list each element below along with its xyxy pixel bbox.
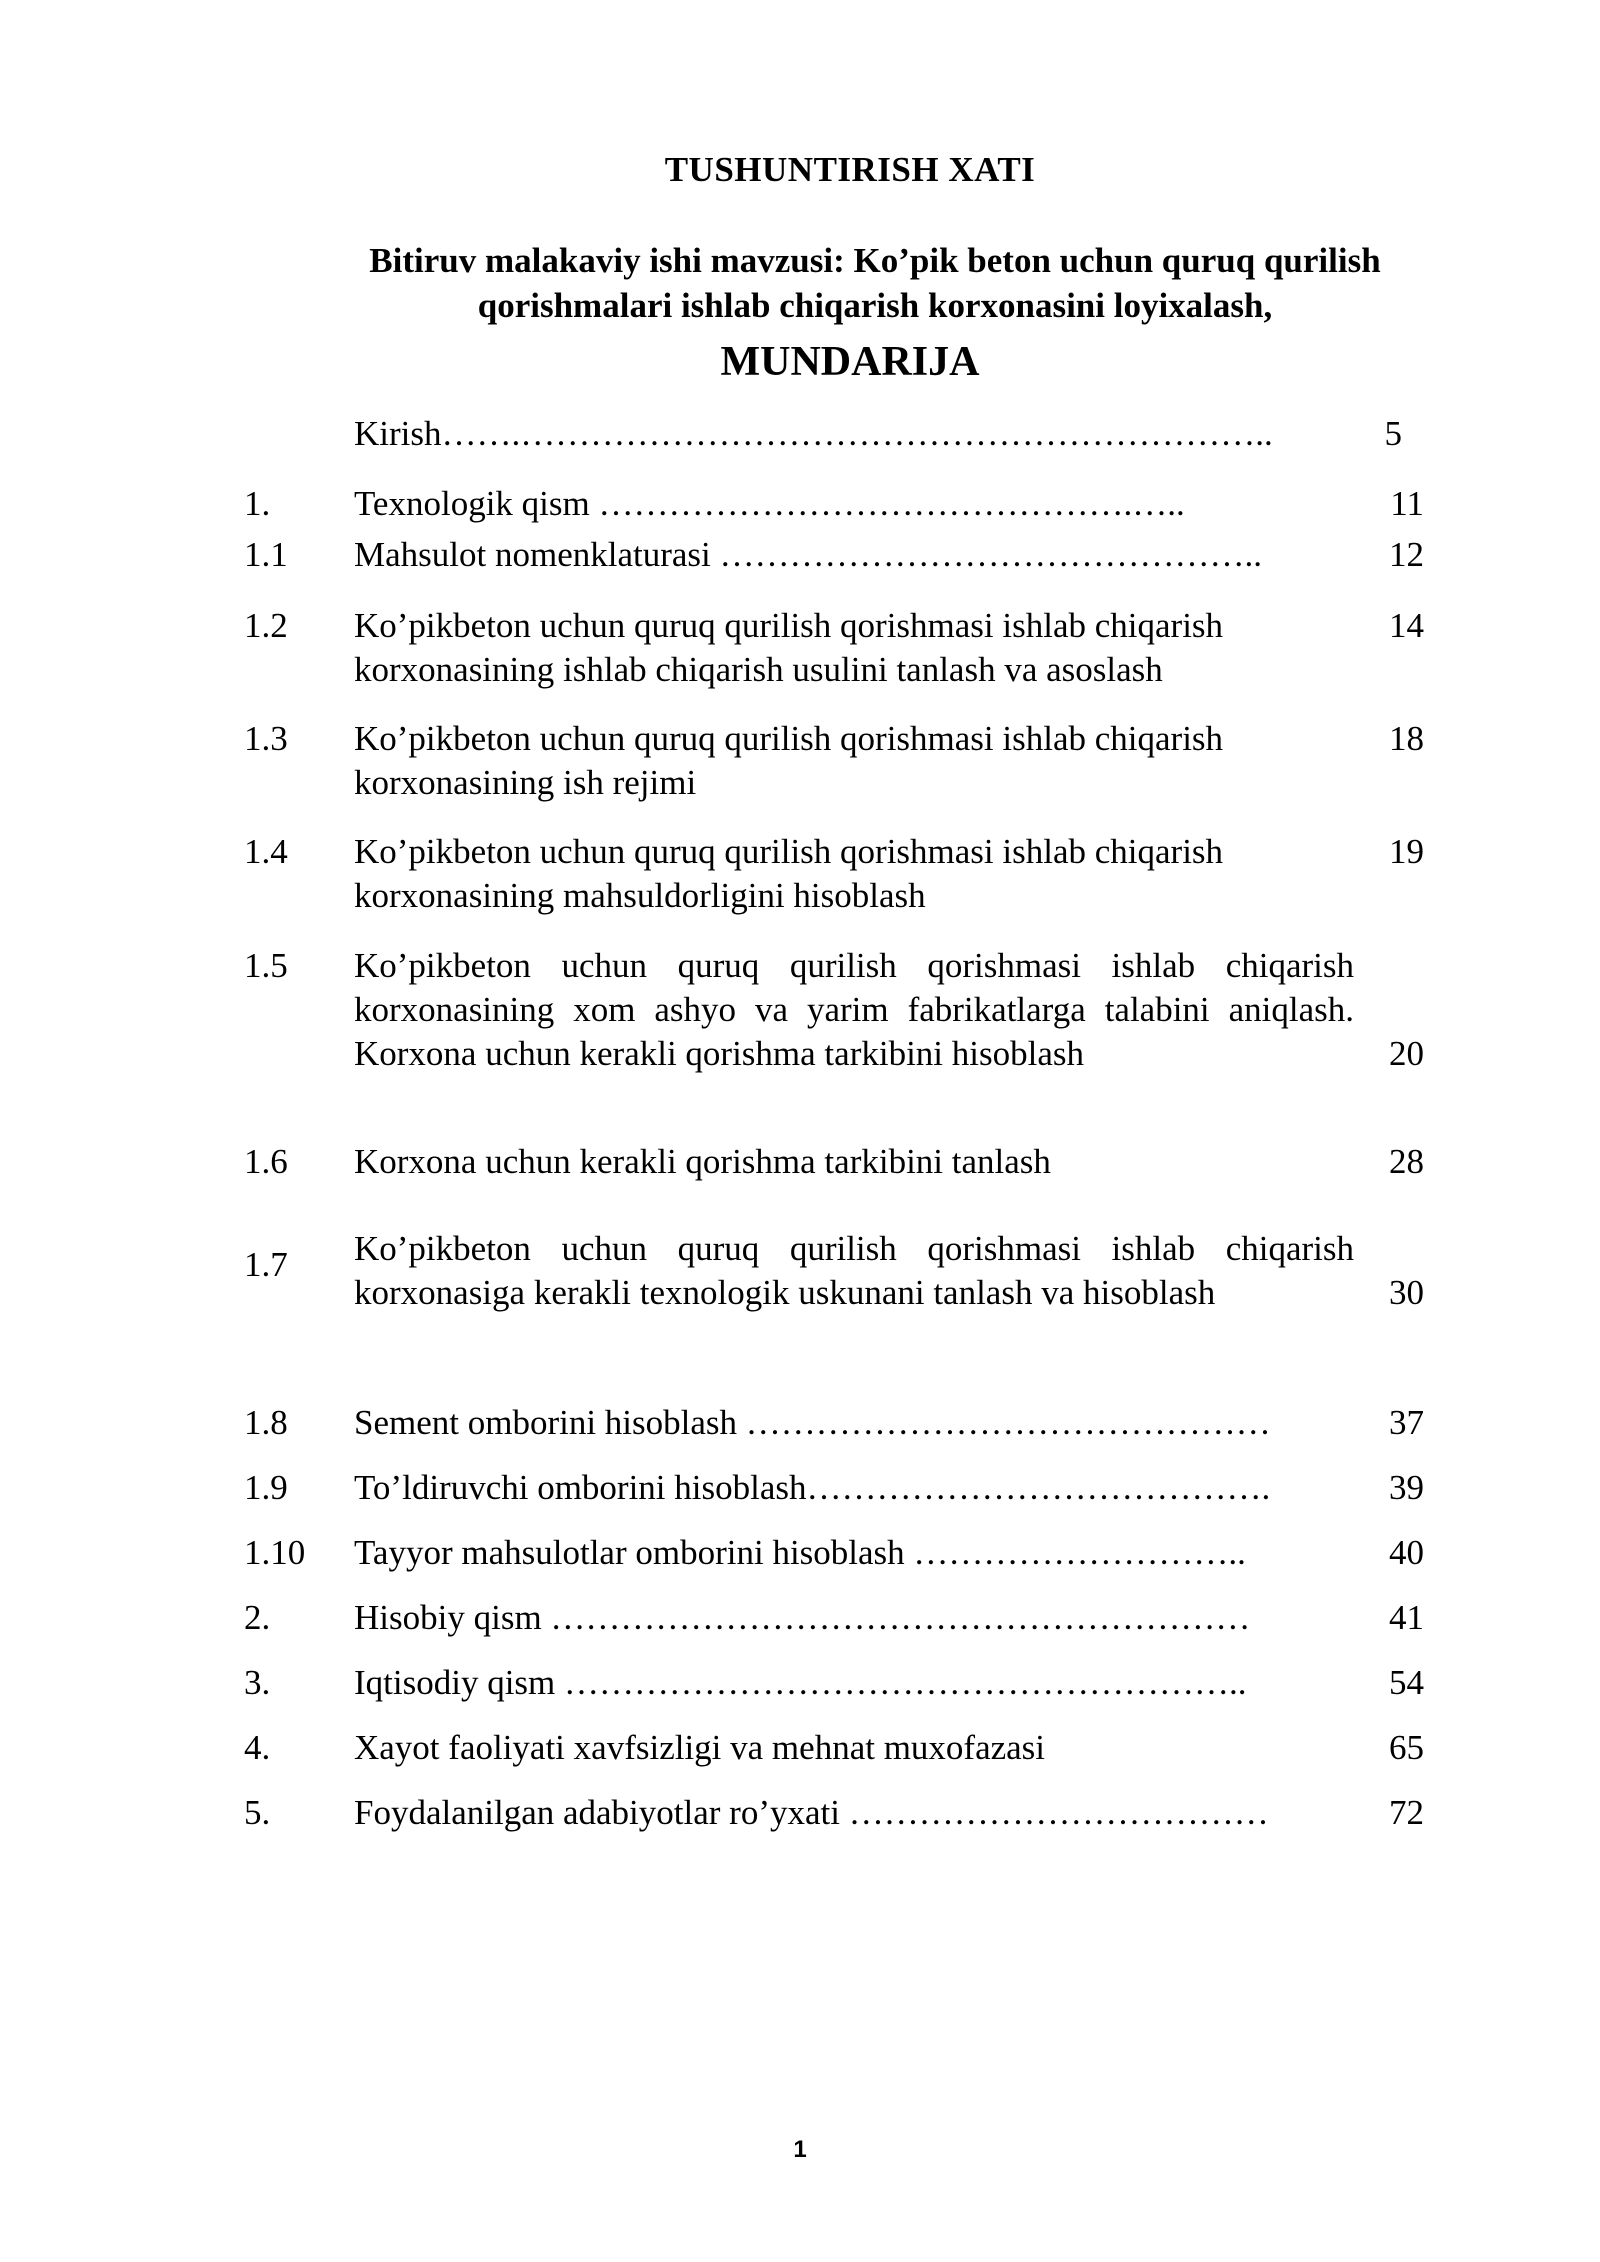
toc-number: 1.6 (244, 1142, 288, 1181)
toc-entry-title: To’ldiruvchi omborini hisoblash…………………………………. (354, 1468, 1271, 1507)
thesis-subject-line-1: Bitiruv malakaviy ishi mavzusi: Ko’pik beton uchun quruq qurilish (369, 241, 1381, 280)
toc-page-number: 28 (1389, 1142, 1424, 1181)
toc-page-number: 41 (1389, 1598, 1424, 1637)
toc-number: 1.7 (244, 1245, 288, 1284)
thesis-subject-line-2: qorishmalari ishlab chiqarish korxonasini loyixalash, (477, 286, 1273, 325)
document-title: TUSHUNTIRISH XATI (664, 150, 1036, 189)
toc-page-number: 11 (1390, 484, 1424, 523)
thesis-subject (250, 238, 1500, 328)
toc-entry-title: Ko’pikbeton uchun quruq qurilish qorishmasi ishlab chiqarish korxonasiga kerakli texnologik uskunani tanlash va hisoblash (354, 1229, 1354, 1312)
toc-number: 1.3 (244, 719, 288, 758)
toc-entry-title: Kirish…….……………………………………………………….. (354, 414, 1273, 453)
toc-number: 1.2 (244, 606, 288, 645)
toc-entry-title: Ko’pikbeton uchun quruq qurilish qorishmasi ishlab chiqarish korxonasining ish rejimi (354, 719, 1224, 802)
toc-page-number: 54 (1389, 1663, 1424, 1702)
toc-entry-title: Texnologik qism ……………………………………….….. (354, 484, 1185, 523)
toc-page-number: 12 (1389, 535, 1424, 574)
toc-entry-title: Ko’pikbeton uchun quruq qurilish qorishmasi ishlab chiqarish korxonasining ishlab chiqarish usulini tanlash va asoslash (354, 606, 1224, 689)
toc-number: 1. (244, 484, 271, 523)
toc-heading: MUNDARIJA (720, 339, 980, 385)
toc-entry-title: Iqtisodiy qism ………………………………………………….. (354, 1663, 1247, 1702)
toc-page-number: 40 (1389, 1533, 1424, 1572)
toc-number: 1.1 (244, 535, 288, 574)
toc-page-number: 30 (1389, 1273, 1424, 1312)
toc-entry-title: Xayot faoliyati xavfsizligi va mehnat muxofazasi (354, 1728, 1046, 1767)
toc-entry-title: Foydalanilgan adabiyotlar ro’yxati ……………………………… (354, 1793, 1269, 1832)
toc-entry-title: Mahsulot nomenklaturasi ……………………………………….. (354, 535, 1263, 574)
toc-entry-title: Ko’pikbeton uchun quruq qurilish qorishmasi ishlab chiqarish korxonasining mahsuldorligini hisoblash (354, 832, 1224, 915)
toc-entry-title: Ko’pikbeton uchun quruq qurilish qorishmasi ishlab chiqarish korxonasining xom ashyo va yarim fabrikatlarga talabini aniqlash. Korxona uchun kerakli qorishma tarkibini hisoblash (354, 946, 1354, 1073)
toc-page-number: 37 (1389, 1403, 1424, 1442)
toc-page-number: 14 (1389, 606, 1424, 645)
toc-number: 5. (244, 1793, 271, 1832)
toc-page-number: 20 (1389, 1034, 1424, 1073)
toc-number: 1.5 (244, 946, 288, 985)
toc-page-number: 72 (1389, 1793, 1424, 1832)
toc-page-number: 19 (1389, 832, 1424, 871)
page-number: 1 (793, 2136, 807, 2163)
toc-number: 3. (244, 1663, 271, 1702)
toc-entry-title: Tayyor mahsulotlar omborini hisoblash ……………………….. (354, 1533, 1246, 1572)
toc-page-number: 39 (1389, 1468, 1424, 1507)
toc-page-number: 65 (1389, 1728, 1424, 1767)
toc-entry-title: Hisobiy qism …………………………………………………… (354, 1598, 1251, 1637)
toc-page-number: 18 (1389, 719, 1424, 758)
toc-page-number: 5 (1384, 414, 1402, 453)
toc-number: 1.4 (244, 832, 288, 871)
toc-entry-title: Sement omborini hisoblash ……………………………………… (354, 1403, 1271, 1442)
toc-entry-title: Korxona uchun kerakli qorishma tarkibini tanlash (354, 1142, 1051, 1181)
toc-number: 1.8 (244, 1403, 288, 1442)
toc-number: 4. (244, 1728, 271, 1767)
toc-number: 1.10 (244, 1533, 306, 1572)
toc-number: 2. (244, 1598, 271, 1637)
toc-number: 1.9 (244, 1468, 288, 1507)
